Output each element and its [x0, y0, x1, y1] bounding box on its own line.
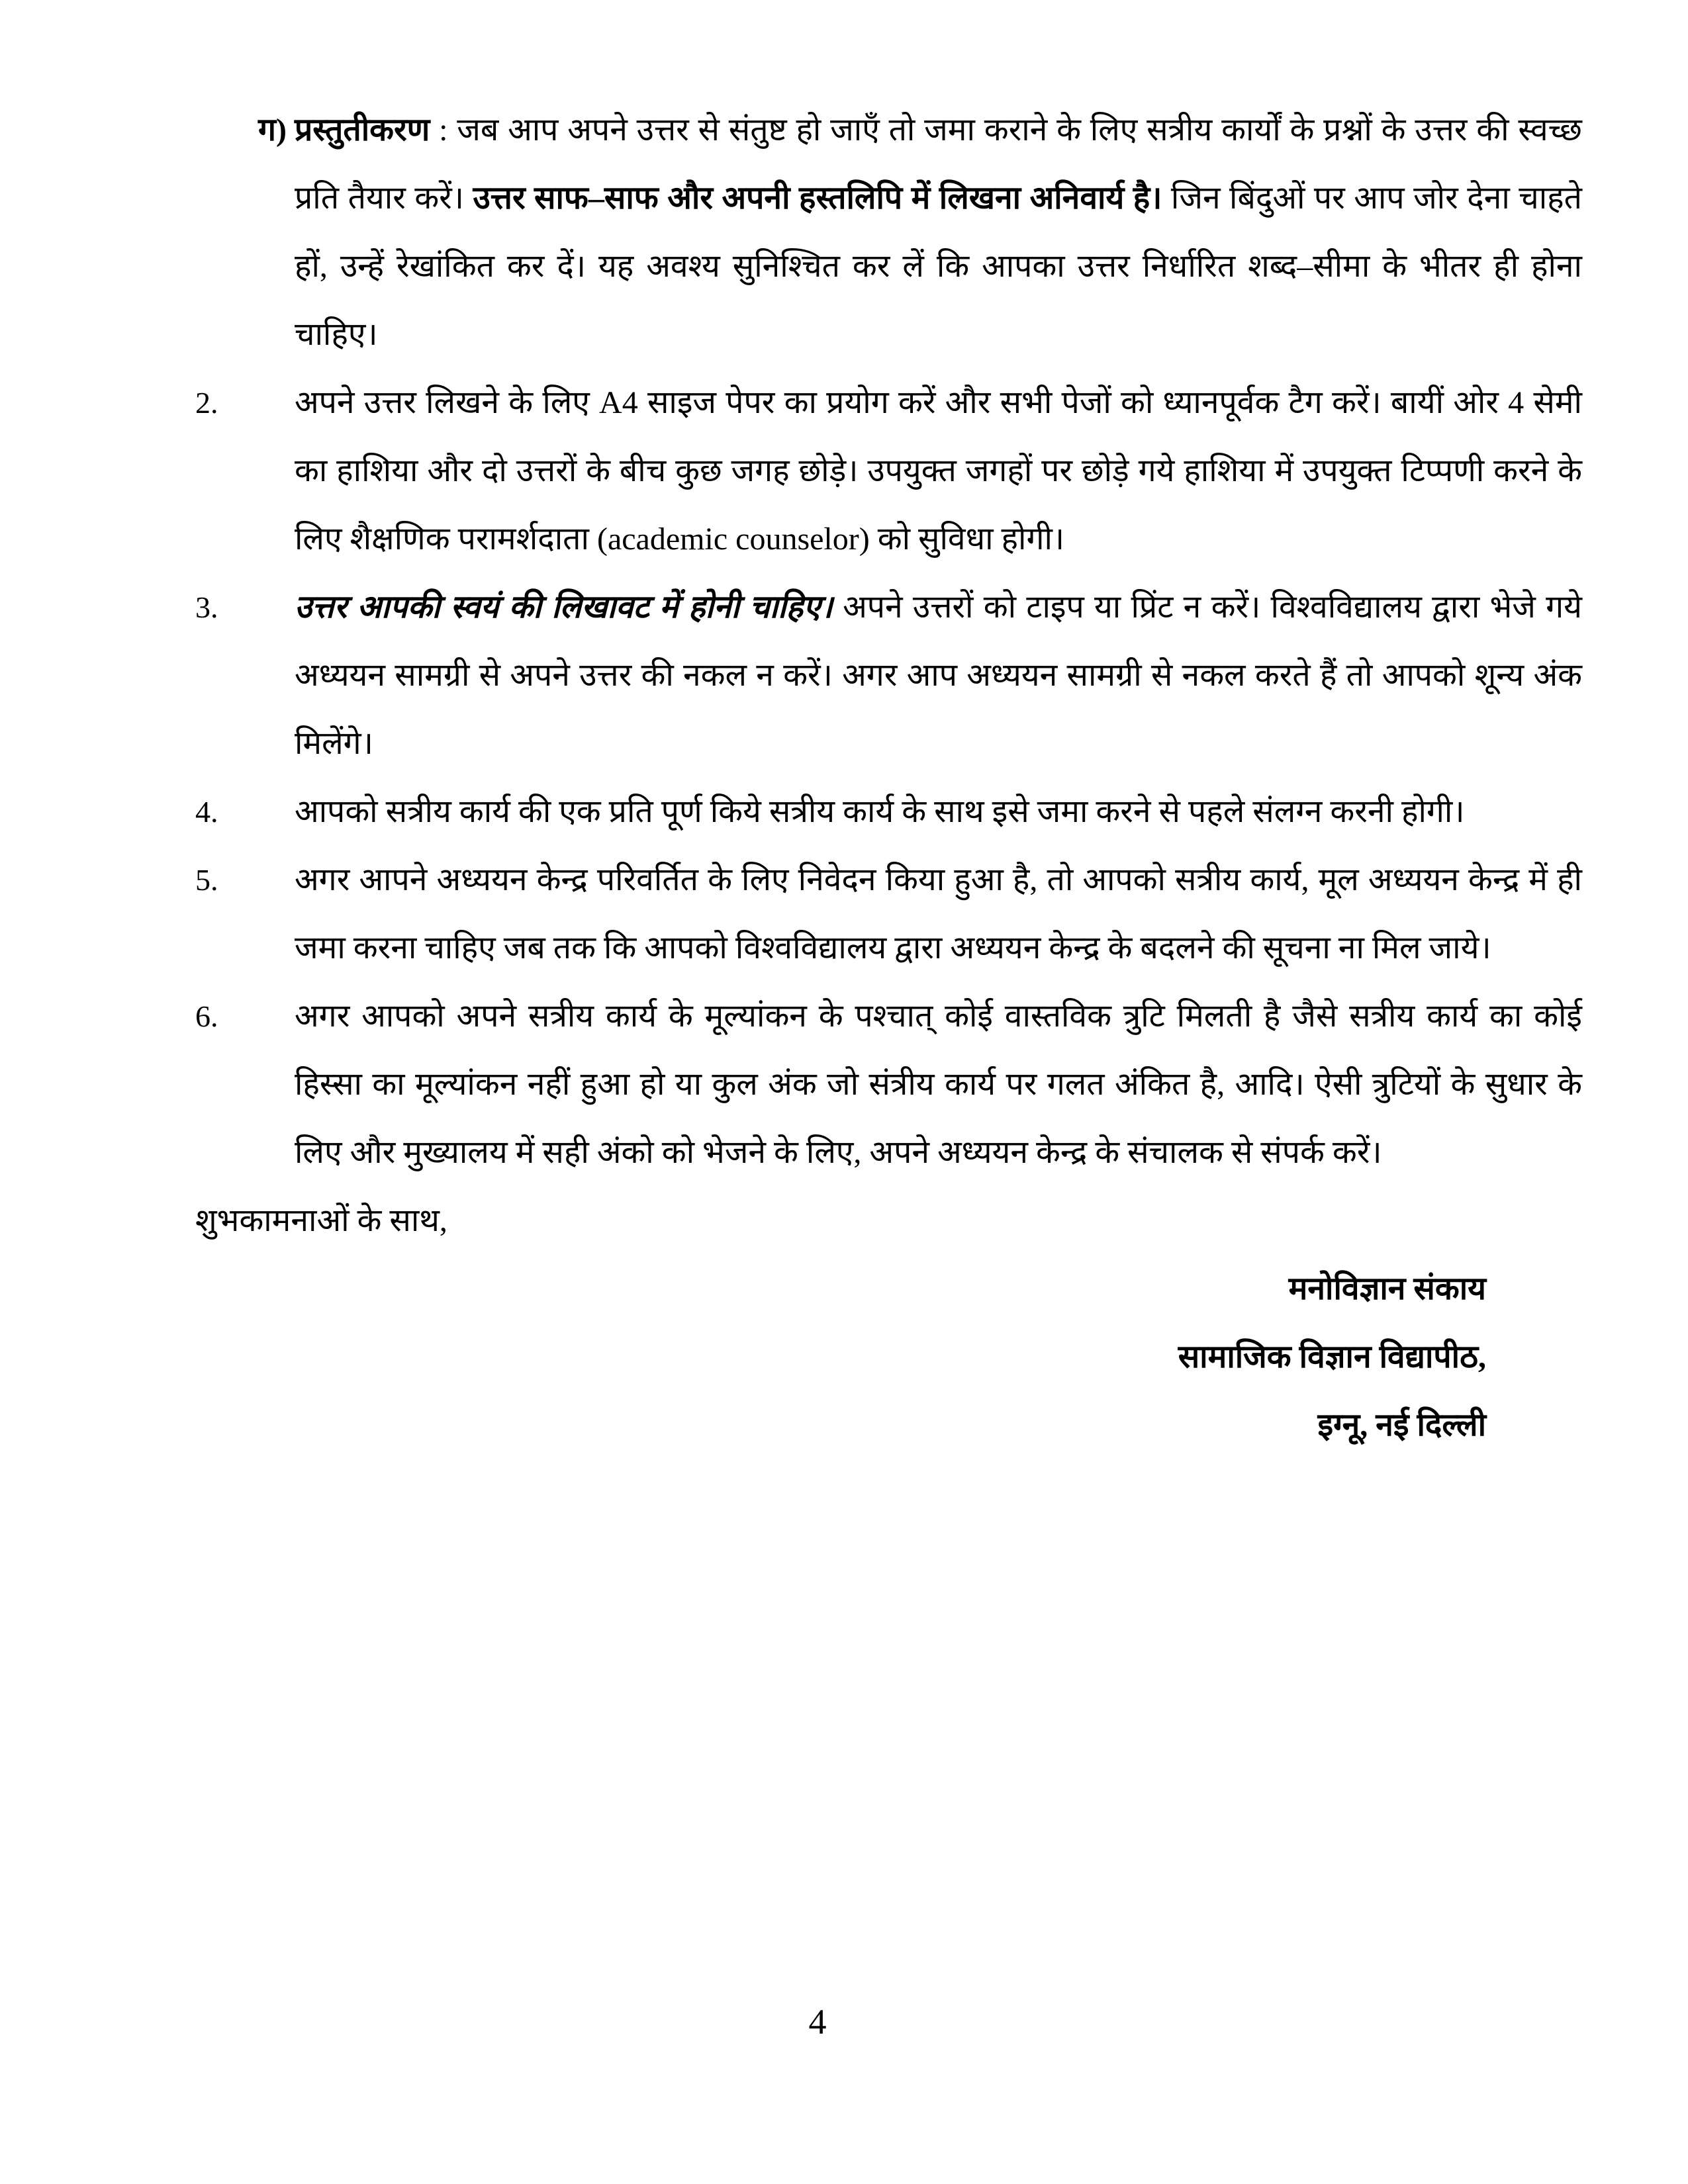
list-item-4-number: 4. [195, 795, 218, 829]
list-item-4-text: आपको सत्रीय कार्य की एक प्रति पूर्ण किये सत्रीय कार्य के साथ इसे जमा करने से पहले संलग्न करनी होगी। [295, 794, 1465, 829]
closing-line: शुभकामनाओं के साथ, [195, 1203, 447, 1238]
list-item-5-text: अगर आपने अध्ययन केन्द्र परिवर्तित के लिए निवेदन किया हुआ है, तो आपको सत्रीय कार्य, मूल अध्ययन केन्द्र में ही जमा करना चाहिए जब तक कि आपको विश्वविद्यालय द्वारा अध्ययन केन्द्र के बदलने की सूचना ना मिल जाये। [295, 862, 1582, 966]
signature-block [195, 1255, 1582, 1459]
presentation-separator: : [430, 113, 457, 148]
list-item-ga-label: ग) [258, 113, 287, 148]
list-item-3-text [295, 573, 1582, 778]
list-item-2-number: 2. [195, 386, 218, 420]
presentation-paragraph [295, 96, 1582, 369]
list-item-ga [195, 96, 1582, 369]
signature-line-university: इग्नू, नई दिल्ली [1317, 1408, 1486, 1443]
list-item-3-bold-italic-lead: उत्तर आपकी स्वयं की लिखावट में होनी चाहिए। [295, 590, 833, 625]
presentation-text-1: जब आप अपने उत्तर से संतुष्ट हो जाएँ तो जमा कराने के लिए सत्रीय कार्यों के प्रश्नों के उत्तर की स्वच्छ प्रति तैयार करें। [295, 113, 1582, 216]
list-item-5-number: 5. [195, 863, 218, 897]
list-item-6-text: अगर आपको अपने सत्रीय कार्य के मूल्यांकन के पश्चात् कोई वास्तविक त्रुटि मिलती है जैसे सत्रीय कार्य का कोई हिस्सा का मूल्यांकन नहीं हुआ हो या कुल अंक जो संत्रीय कार्य पर गलत अंकित है, आदि। ऐसी त्रुटियों के सुधार के लिए और मुख्यालय में सही अंको को भेजने के लिए, अपने अध्ययन केन्द्र के संचालक से संपर्क करें। [295, 999, 1582, 1170]
document-content [195, 96, 1582, 1459]
signature-line-faculty: मनोविज्ञान संकाय [1288, 1271, 1486, 1306]
list-item-3-rest: अपने उत्तरों को टाइप या प्रिंट न करें। विश्वविद्यालय द्वारा भेजे गये अध्ययन सामग्री से अपने उत्तर की नकल न करें। अगर आप अध्ययन सामग्री से नकल करते हैं तो आपको शून्य अंक मिलेंगे। [295, 590, 1582, 761]
list-item-5 [195, 846, 1582, 982]
presentation-text-2: जिन बिंदुओं पर आप जोर देना चाहते हों, उन्हें रेखांकित कर दें। यह अवश्य सुनिश्चित कर लें कि आपका उत्तर निर्धारित शब्द–सीमा के भीतर ही होना चाहिए। [295, 181, 1583, 352]
list-item-3-number: 3. [195, 590, 218, 624]
list-item-2-text: अपने उत्तर लिखने के लिए A4 साइज पेपर का प्रयोग करें और सभी पेजों को ध्यानपूर्वक टैग करें। बायीं ओर 4 सेमी का हाशिया और दो उत्तरों के बीच कुछ जगह छोड़े। उपयुक्त जगहों पर छोड़े गये हाशिया में उपयुक्त टिप्पणी करने के लिए शैक्षणिक परामर्शदाता (academic counselor) को सुविधा होगी। [295, 385, 1582, 557]
list-item-6 [195, 982, 1582, 1187]
list-item-3 [195, 573, 1582, 778]
list-item-4 [195, 778, 1582, 846]
signature-line-school: सामाजिक विज्ञान विद्यापीठ, [1178, 1340, 1486, 1375]
list-item-2 [195, 369, 1582, 573]
presentation-heading: प्रस्तुतीकरण [295, 113, 430, 148]
presentation-bold-text: उत्तर साफ–साफ और अपनी हस्तलिपि में लिखना अनिवार्य है। [473, 181, 1162, 216]
list-item-6-number: 6. [195, 999, 218, 1033]
page-number: 4 [808, 2002, 827, 2042]
